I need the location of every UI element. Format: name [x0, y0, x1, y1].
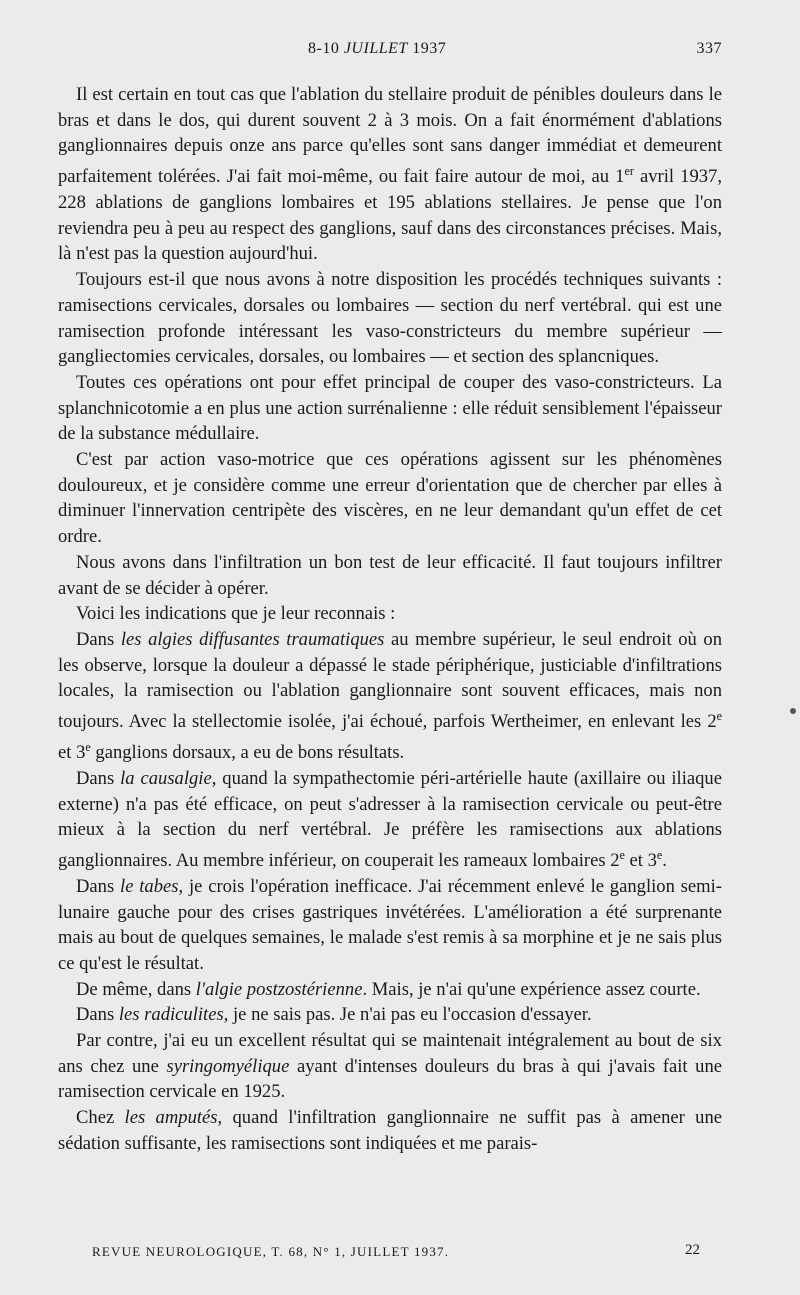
page-footer — [92, 1244, 700, 1260]
paragraph-text: , je ne sais pas. Je n'ai pas eu l'occasion d'essayer. — [223, 1004, 592, 1026]
paragraph — [58, 1028, 722, 1105]
paragraph-text: , quand la sympathectomie péri-artérielle haute (axillaire ou iliaque externe) n'a pas été efficace, on peut s'adresser à la ramisection cervicale ou peut-être mieux à la section du nerf vertébral. Je préfère les ramisections aux ablations ganglionnaires. Au membre inférieur, on couperait les rameaux lombaires 2 — [58, 767, 722, 872]
paragraph — [58, 874, 722, 977]
article-body — [58, 82, 722, 1157]
paragraph-text: De même, dans — [76, 978, 196, 1000]
paragraph — [58, 1002, 722, 1028]
running-head — [58, 40, 722, 70]
paragraph-text: . Mais, je n'ai qu'une expérience assez courte. — [362, 978, 701, 1000]
paragraph — [58, 766, 722, 874]
paragraph-text: et 3 — [58, 742, 86, 764]
paragraph — [58, 550, 722, 601]
paragraph-text: Chez — [76, 1107, 125, 1129]
paragraph — [58, 82, 722, 267]
paragraph-text: Toutes ces opérations ont pour effet principal de couper des vaso-constricteurs. La splanchnicotomie a en plus une action surrénalienne : elle réduit sensiblement l'épaisseur de la substance médullaire. — [58, 371, 722, 445]
paragraph — [58, 627, 722, 766]
paragraph — [58, 1105, 722, 1156]
paragraph-text: Dans — [76, 767, 121, 789]
paragraph — [58, 601, 722, 627]
paragraph — [58, 447, 722, 550]
paragraph-text: , quand l'infiltration ganglionnaire ne suffit pas à amener une sédation suffisante, les ramisections sont indiquées et me parais- — [58, 1107, 722, 1154]
paragraph — [58, 267, 722, 370]
running-head-title — [308, 40, 446, 58]
paragraph-text: ganglions dorsaux, a eu de bons résultats. — [90, 742, 405, 764]
paragraph-text: Par contre, j'ai eu un excellent résultat qui se maintenait intégralement au bout de six ans chez une — [58, 1030, 722, 1077]
margin-mark — [790, 708, 796, 714]
paragraph — [58, 977, 722, 1003]
paragraph-text: Dans — [76, 875, 121, 897]
italic-term: syringomyélique — [166, 1055, 290, 1077]
italic-term: les algies diffusantes traumatiques — [120, 628, 385, 650]
paragraph-text: , je crois l'opération inefficace. J'ai récemment enlevé le ganglion semi-lunaire gauche pour des crises gastriques invétérées. L'amélioration a été surprenante mais au bout de quelques semaines, le malade s'est remis à sa morphine et je ne sais plus ce qu'est le résultat. — [58, 875, 722, 974]
italic-term: les amputés — [124, 1107, 218, 1129]
superscript: e — [619, 847, 625, 862]
paragraph-text: ayant d'intenses douleurs du bras à qui j'avais fait une ramisection cervicale en 1925. — [58, 1055, 722, 1103]
paragraph-text: avril 1937, 228 ablations de ganglions lombaires et 195 ablations stellaires. Je pense que l'on reviendra peu à peu au respect des ganglions, sauf dans des circonstances précises. Mais, là n'est pas la question aujourd'hui. — [58, 166, 722, 265]
paragraph-text: au membre supérieur, le seul endroit où on les observe, lorsque la douleur a dépassé le stade périphérique, justiciable d'infiltrations locales, la ramisection ou l'ablation ganglionnaire sont souvent efficaces, mais non toujours. Avec la stellectomie isolée, j'ai échoué, parfois Wertheimer, en enlevant les 2 — [58, 628, 723, 733]
italic-term: la causalgie — [120, 767, 212, 789]
paragraph-text: Voici les indications que je leur reconnais : — [76, 603, 396, 625]
paragraph — [58, 370, 722, 447]
superscript: e — [656, 847, 663, 862]
running-head-year: 1937 — [412, 40, 447, 57]
running-head-month: JUILLET — [343, 40, 408, 57]
paragraph-text: Toujours est-il que nous avons à notre disposition les procédés techniques suivants : ramisections cervicales, dorsales ou lombaires — section du nerf vertébral. qui est une ramisection profonde intéressant les vaso-constricteurs du membre supérieur — gangliectomies cervicales, dorsales, ou lombaires — et section des splancniques. — [58, 269, 722, 368]
footer-journal-citation: REVUE NEUROLOGIQUE, T. 68, N° 1, JUILLET 1937. — [92, 1244, 450, 1259]
italic-term: les radiculites — [118, 1004, 224, 1026]
paragraph-text: C'est par action vaso-motrice que ces opérations agissent sur les phénomènes douloureux, et je considère comme une erreur d'orientation que de chercher par elles à diminuer l'innervation centripète des viscères, en ne leur demandant qu'un effet de cet ordre. — [58, 449, 722, 548]
paragraph-text: . — [662, 850, 667, 872]
italic-term: le tabes — [120, 875, 179, 897]
running-head-date-prefix: 8-10 — [308, 40, 340, 57]
page-number: 337 — [696, 40, 722, 57]
footer-signature-number: 22 — [685, 1242, 700, 1258]
italic-term: l'algie postzostérienne — [195, 978, 363, 1000]
paragraph-text: et 3 — [624, 850, 657, 872]
paragraph-text: Il est certain en tout cas que l'ablation du stellaire produit de pénibles douleurs dans le bras et dans le dos, qui durent souvent 2 à 3 mois. On a fait énormément d'ablations ganglionnaires depuis onze ans parce qu'elles sont sans danger immédiat et demeurent parfaitement tolérées. J'ai fait moi-même, ou fait faire autour de moi, au 1 — [58, 84, 722, 188]
paragraph-text: Dans — [76, 628, 121, 650]
paragraph-text: Dans — [76, 1004, 119, 1026]
superscript: er — [624, 164, 634, 179]
superscript: e — [85, 739, 91, 754]
superscript: e — [716, 709, 722, 724]
paragraph-text: Nous avons dans l'infiltration un bon test de leur efficacité. Il faut toujours infiltrer avant de se décider à opérer. — [58, 551, 722, 599]
